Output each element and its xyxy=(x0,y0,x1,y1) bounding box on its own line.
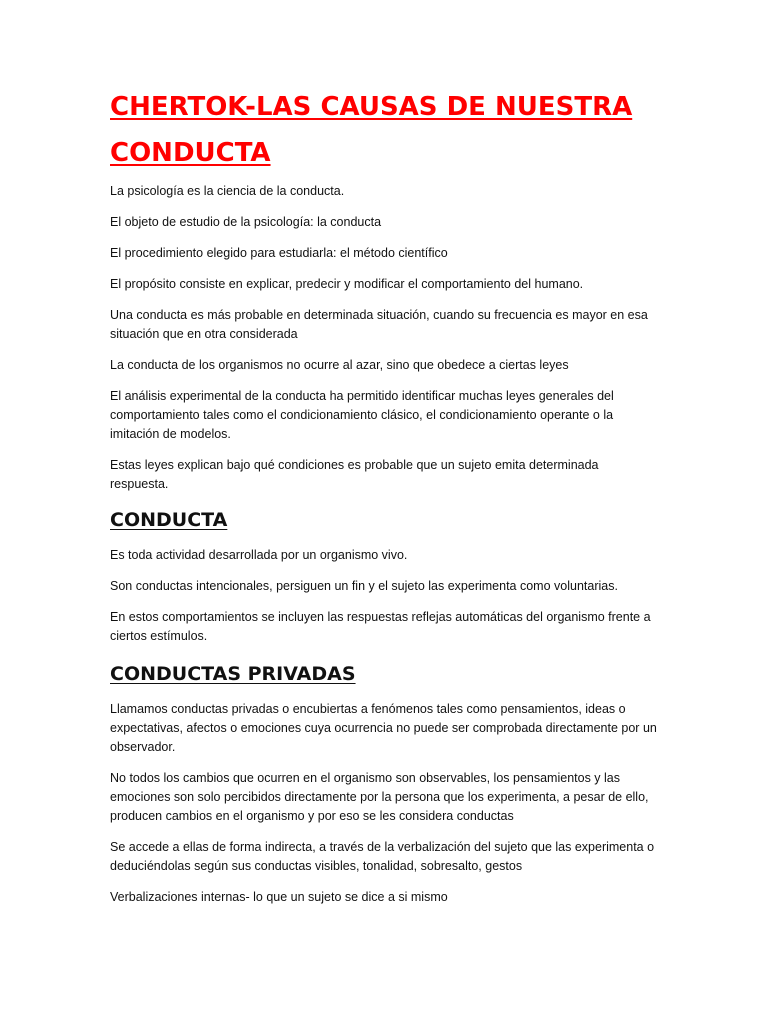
paragraph: Se accede a ellas de forma indirecta, a través de la verbalización del sujeto que las experimenta o deduciéndolas según sus conductas visibles, tonalidad, sobresalto, gestos xyxy=(110,840,655,873)
paragraph: El objeto de estudio de la psicología: la conducta xyxy=(110,215,382,229)
section-heading-conducta: CONDUCTA xyxy=(110,509,228,531)
document-page xyxy=(110,84,658,919)
paragraph: La psicología es la ciencia de la conducta. xyxy=(110,184,345,198)
paragraph: Estas leyes explican bajo qué condiciones es probable que un sujeto emita determinada respuesta. xyxy=(110,458,599,491)
paragraph: Llamamos conductas privadas o encubiertas a fenómenos tales como pensamientos, ideas o expectativas, afectos o emociones cuya ocurrencia no puede ser comprobada directamente por un observador. xyxy=(110,702,657,754)
conductas-privadas-section xyxy=(110,662,658,907)
paragraph: La conducta de los organismos no ocurre al azar, sino que obedece a ciertas leyes xyxy=(110,358,569,372)
intro-section xyxy=(110,182,658,494)
paragraph: El procedimiento elegido para estudiarla: el método científico xyxy=(110,246,448,260)
document-title: CHERTOK-LAS CAUSAS DE NUESTRA CONDUCTA xyxy=(110,92,633,168)
paragraph: En estos comportamientos se incluyen las respuestas reflejas automáticas del organismo frente a ciertos estímulos. xyxy=(110,610,651,643)
conducta-section xyxy=(110,508,658,646)
paragraph: El propósito consiste en explicar, predecir y modificar el comportamiento del humano. xyxy=(110,277,584,291)
paragraph: No todos los cambios que ocurren en el organismo son observables, los pensamientos y las emociones son solo percibidos directamente por la persona que los experimenta, a pesar de ello, producen cambios en el organismo y por eso se les considera conductas xyxy=(110,771,649,823)
paragraph: Es toda actividad desarrollada por un organismo vivo. xyxy=(110,548,408,562)
paragraph: El análisis experimental de la conducta ha permitido identificar muchas leyes generales del comportamiento tales como el condicionamiento clásico, el condicionamiento operante o la imitación de modelos. xyxy=(110,389,614,441)
section-heading-conductas-privadas: CONDUCTAS PRIVADAS xyxy=(110,663,356,685)
paragraph: Una conducta es más probable en determinada situación, cuando su frecuencia es mayor en esa situación que en otra considerada xyxy=(110,308,648,341)
paragraph: Son conductas intencionales, persiguen un fin y el sujeto las experimenta como voluntarias. xyxy=(110,579,618,593)
paragraph: Verbalizaciones internas- lo que un sujeto se dice a si mismo xyxy=(110,890,448,904)
